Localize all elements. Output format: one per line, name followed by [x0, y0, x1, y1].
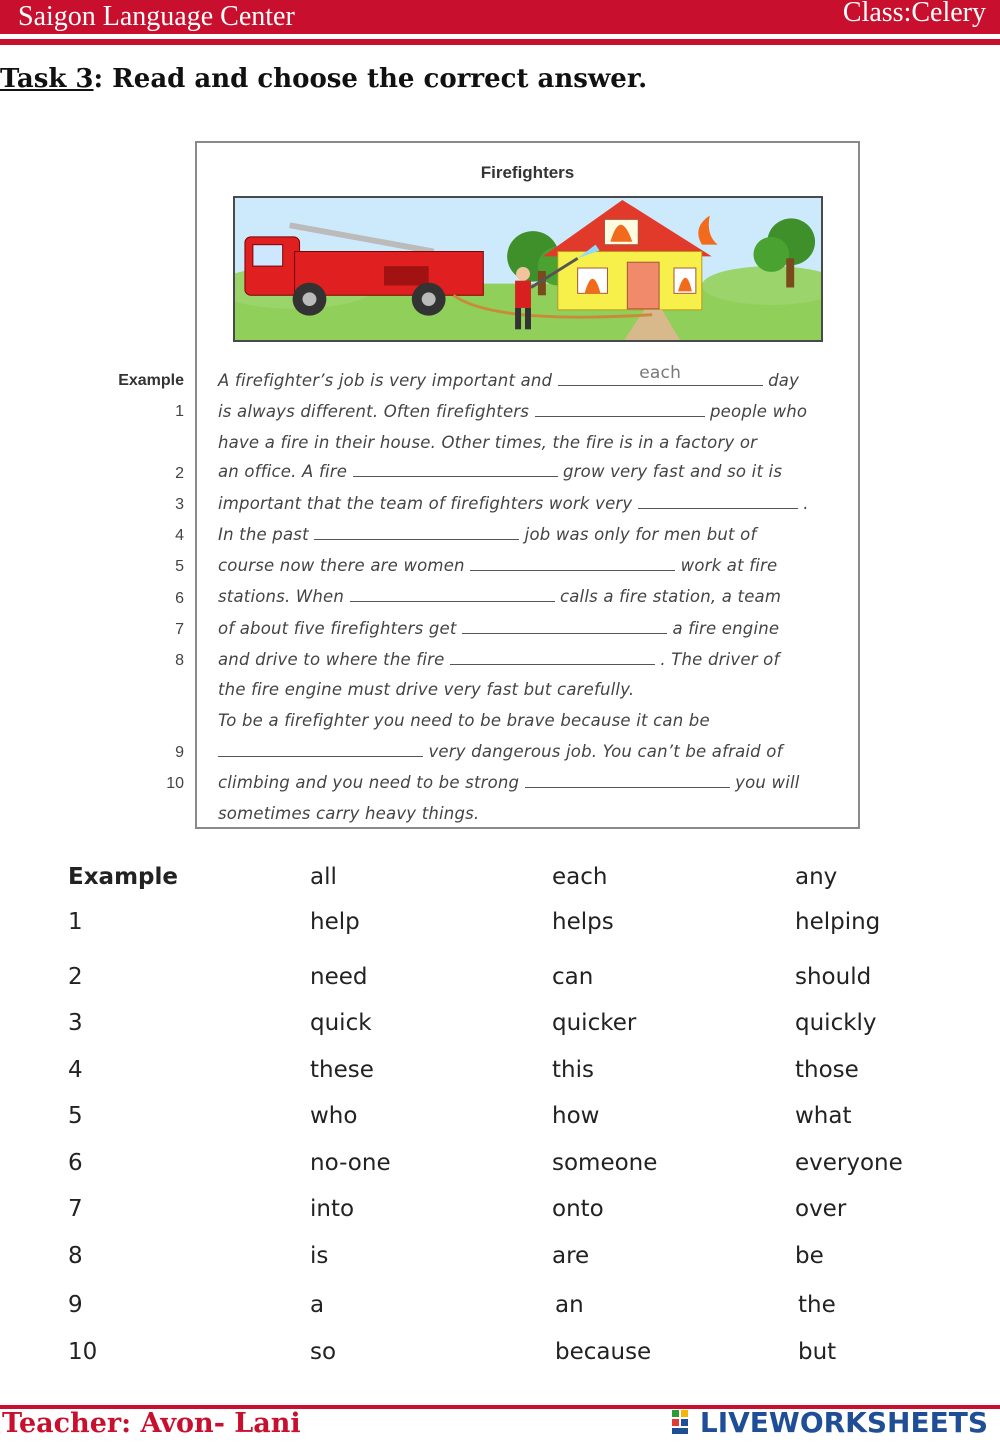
story-text: grow very fast and so it is — [563, 462, 783, 481]
firefighter-scene-illustration — [233, 196, 823, 342]
answer-choice[interactable]: someone — [552, 1150, 658, 1176]
answer-choice[interactable]: because — [555, 1339, 652, 1365]
task-title — [0, 64, 647, 94]
story-text: course now there are women — [218, 556, 465, 575]
answer-choice[interactable]: help — [310, 909, 360, 935]
answer-choice[interactable]: are — [552, 1243, 590, 1269]
story-text: . — [803, 494, 809, 513]
answer-choice[interactable]: quicker — [552, 1010, 637, 1036]
story-text: climbing and you need to be strong — [218, 773, 520, 792]
story-text: an office. A fire — [218, 462, 348, 481]
answer-choice[interactable]: this — [552, 1057, 594, 1083]
answer-choice[interactable]: those — [795, 1057, 859, 1083]
answer-choice[interactable]: into — [310, 1196, 355, 1222]
example-answer: each — [639, 363, 682, 383]
answer-choice[interactable]: these — [310, 1057, 374, 1083]
option-row-label: 8 — [68, 1243, 83, 1269]
option-row-label: 10 — [68, 1339, 98, 1365]
story-line-continuation — [218, 433, 757, 452]
answer-blank-9[interactable] — [218, 744, 423, 757]
answer-blank-5[interactable] — [470, 558, 675, 571]
answer-choice[interactable]: everyone — [795, 1150, 903, 1176]
answer-choice[interactable]: any — [795, 864, 838, 890]
liveworksheets-brand[interactable] — [671, 1404, 988, 1440]
fire-scene-drawing — [235, 198, 821, 340]
answer-choice[interactable]: quickly — [795, 1010, 877, 1036]
story-text: job was only for men but of — [524, 525, 757, 544]
story-line-example — [218, 363, 800, 390]
story-text: of about five firefighters get — [218, 619, 457, 638]
story-text: a fire engine — [672, 619, 780, 638]
option-row-label: 2 — [68, 964, 83, 990]
story-text: people who — [710, 402, 808, 421]
story-line-3 — [218, 494, 809, 513]
answer-choice[interactable]: each — [552, 864, 608, 890]
answer-choice[interactable]: helping — [795, 909, 881, 935]
story-line-4 — [218, 525, 756, 544]
option-row-label: 9 — [68, 1292, 83, 1318]
story-text: A firefighter’s job is very important and — [218, 371, 553, 390]
answer-choice[interactable]: all — [310, 864, 337, 890]
answer-blank-10[interactable] — [525, 775, 730, 788]
option-row-label: Example — [68, 864, 178, 890]
answer-choice[interactable]: no-one — [310, 1150, 391, 1176]
story-text: is always different. Often firefighters — [218, 402, 530, 421]
answer-choice[interactable]: the — [798, 1292, 836, 1318]
line-number-3: 3 — [175, 496, 184, 513]
line-number-7: 7 — [175, 621, 184, 638]
header-divider — [0, 39, 1000, 45]
story-title: Firefighters — [480, 163, 575, 182]
story-text: sometimes carry heavy things. — [218, 804, 480, 823]
answer-choice[interactable]: helps — [552, 909, 614, 935]
teacher-name: Teacher: Avon- Lani — [2, 1408, 301, 1439]
story-text: day — [768, 371, 800, 390]
option-row-label: 7 — [68, 1196, 83, 1222]
story-line-6 — [218, 587, 781, 606]
answer-choice[interactable]: how — [552, 1103, 600, 1129]
story-text: In the past — [218, 525, 309, 544]
story-text: work at fire — [680, 556, 778, 575]
answer-blank-6[interactable] — [350, 589, 555, 602]
line-number-9: 9 — [175, 744, 184, 761]
line-number-6: 6 — [175, 590, 184, 607]
story-line-continuation — [218, 680, 634, 699]
brand-name: LIVEWORKSHEETS — [699, 1405, 988, 1439]
line-number-10: 10 — [166, 775, 184, 792]
story-text: important that the team of firefighters work very — [218, 494, 633, 513]
header-bar — [0, 0, 1000, 34]
answer-choice[interactable]: need — [310, 964, 368, 990]
story-text: To be a firefighter you need to be brave because it can be — [218, 711, 710, 730]
answer-choice[interactable]: be — [795, 1243, 824, 1269]
answer-blank-2[interactable] — [353, 464, 558, 477]
story-line-10 — [218, 773, 800, 792]
option-row-label: 6 — [68, 1150, 83, 1176]
story-line-8 — [218, 650, 779, 669]
option-row-label: 1 — [68, 909, 83, 935]
school-name: Saigon Language Center — [18, 1, 295, 32]
answer-blank-1[interactable] — [535, 404, 705, 417]
answer-blank-example[interactable] — [558, 363, 763, 386]
story-text: stations. When — [218, 587, 345, 606]
story-text: you will — [735, 773, 800, 792]
line-number-2: 2 — [175, 465, 184, 482]
answer-choice[interactable]: onto — [552, 1196, 604, 1222]
task-instruction: : Read and choose the correct answer. — [93, 64, 648, 94]
story-line-5 — [218, 556, 777, 575]
option-row-label: 3 — [68, 1010, 83, 1036]
answer-blank-8[interactable] — [450, 652, 655, 665]
story-line-7 — [218, 619, 779, 638]
story-text: calls a fire station, a team — [559, 587, 782, 606]
story-line-continuation — [218, 804, 479, 823]
answer-choice[interactable]: an — [555, 1292, 584, 1318]
answer-choice[interactable]: over — [795, 1196, 847, 1222]
answer-choice[interactable]: who — [310, 1103, 358, 1129]
answer-choice[interactable]: so — [310, 1339, 337, 1365]
answer-choice[interactable]: should — [795, 964, 872, 990]
line-number-8: 8 — [175, 652, 184, 669]
liveworksheets-logo-icon — [671, 1408, 697, 1436]
answer-blank-3[interactable] — [638, 496, 798, 509]
answer-choice[interactable]: can — [552, 964, 594, 990]
answer-choice[interactable]: is — [310, 1243, 329, 1269]
story-text: and drive to where the fire — [218, 650, 445, 669]
task-number: Task 3 — [0, 64, 94, 94]
story-line-continuation — [218, 711, 710, 730]
option-row-label: 5 — [68, 1103, 83, 1129]
class-name: Class:Celery — [842, 0, 986, 28]
answer-choice[interactable]: but — [798, 1339, 837, 1365]
story-text: the fire engine must drive very fast but carefully. — [218, 680, 635, 699]
story-text: have a fire in their house. Other times, the fire is in a factory or — [218, 433, 758, 452]
line-number-4: 4 — [175, 527, 184, 544]
answer-choice[interactable]: what — [795, 1103, 852, 1129]
line-number-5: 5 — [175, 558, 184, 575]
answer-blank-4[interactable] — [314, 527, 519, 540]
story-text: . The driver of — [660, 650, 780, 669]
story-text: very dangerous job. You can’t be afraid of — [428, 742, 783, 761]
line-number-1: 1 — [175, 403, 184, 420]
answer-choice[interactable]: a — [310, 1292, 325, 1318]
story-line-2 — [218, 462, 782, 481]
story-line-1 — [218, 402, 807, 421]
answer-blank-7[interactable] — [462, 621, 667, 634]
line-number-example: Example — [118, 372, 184, 389]
option-row-label: 4 — [68, 1057, 83, 1083]
answer-choice[interactable]: quick — [310, 1010, 372, 1036]
story-line-9 — [218, 742, 783, 761]
